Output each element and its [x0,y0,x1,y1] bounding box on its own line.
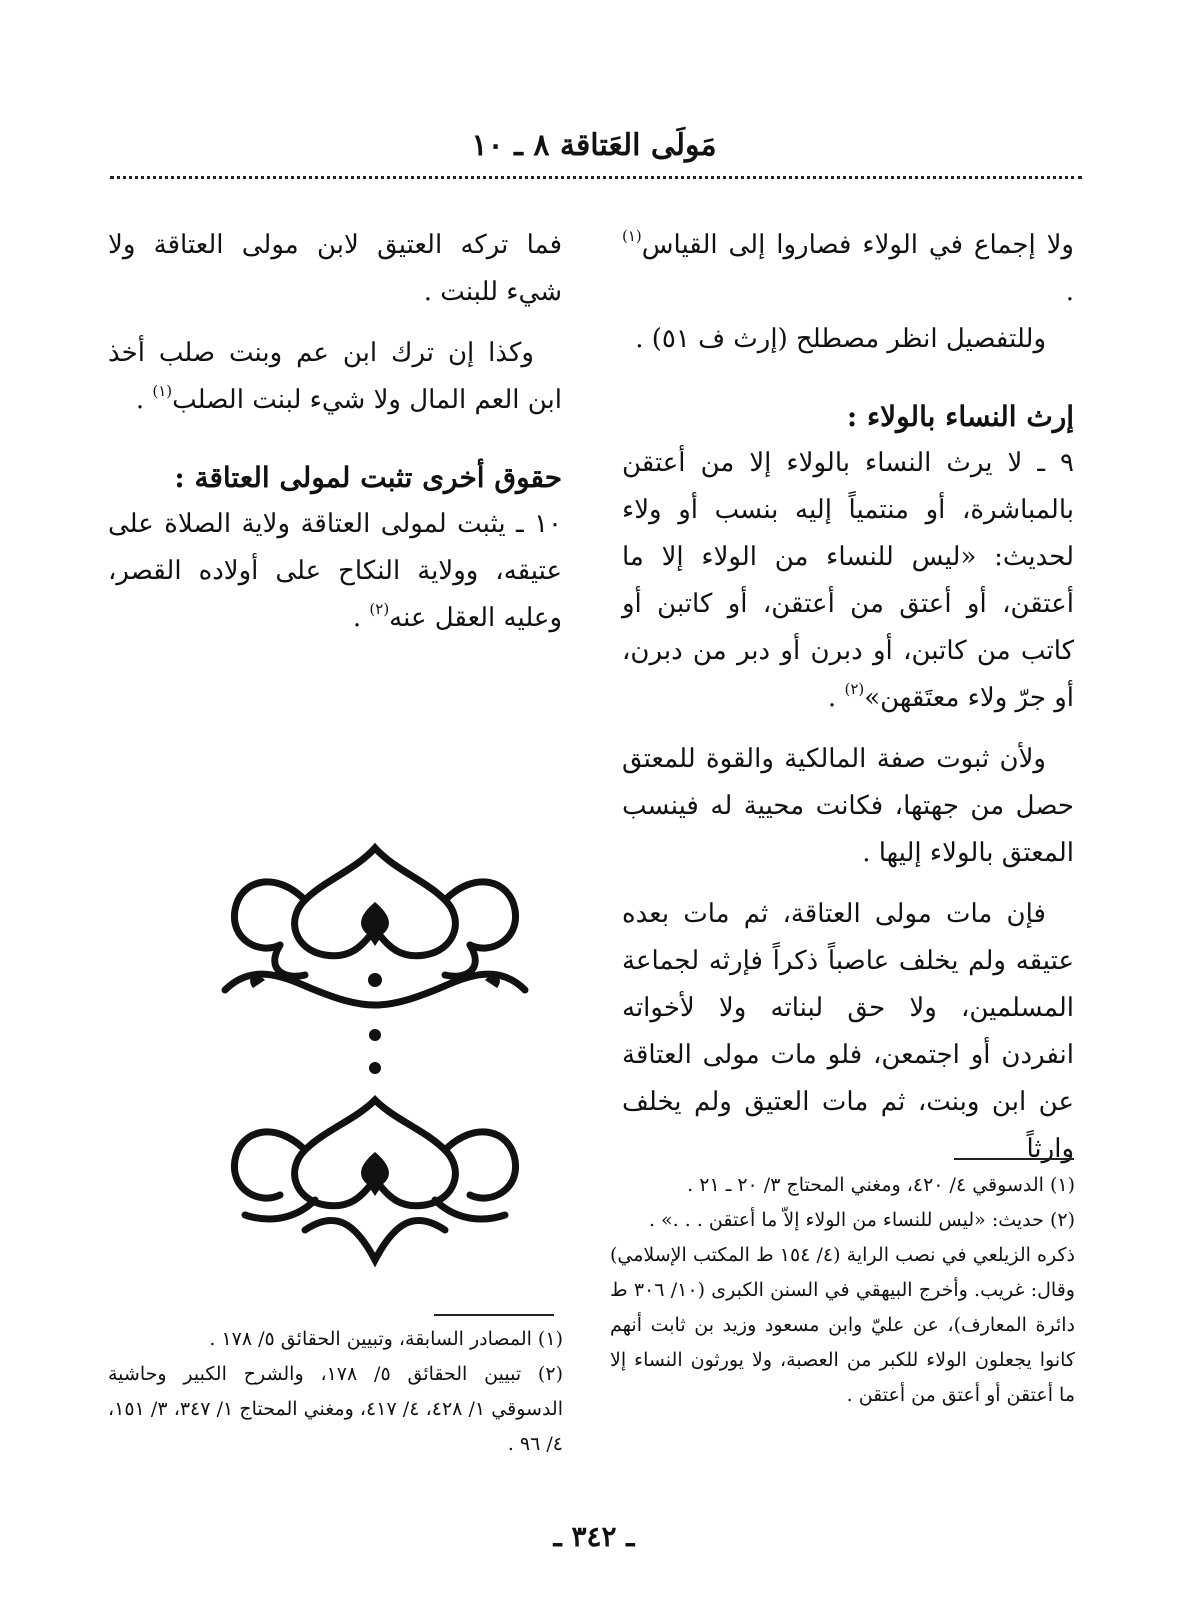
paragraph: وللتفصيل انظر مصطلح (إرث ف ٥١) . [635,324,1046,354]
right-column [622,222,1074,1173]
footnotes-right [610,1168,1075,1413]
footnote-separator [434,1314,554,1316]
page-number: ـ ٣٤٢ ـ [553,1520,635,1553]
section-heading: حقوق أخرى تثبت لمولى العتاقة : [174,461,562,494]
paragraph: ١٠ ـ يثبت لمولى العتاقة ولاية الصلاة على عتيقه، وولاية النكاح على أولاده القصر، وعليه العقل عنه$^{(٢)}$ . [108,509,562,633]
footnote: (١) الدسوقي ٤/ ٤٢٠، ومغني المحتاج ٣/ ٢٠ ـ ٢١ . [687,1174,1075,1196]
footnote-separator [954,1158,1074,1160]
footnote: (١) المصادر السابقة، وتبيين الحقائق ٥/ ١٧٨ . [209,1328,563,1350]
footnote: (٢) حديث: «ليس للنساء من الولاء إلاّ ما أعتقن . . .» . [648,1209,1075,1231]
paragraph: ٩ ـ لا يرث النساء بالولاء إلا من أعتقن بالمباشرة، أو منتمياً إليه بنسب أو ولاء لحديث: «ليس للنساء من الولاء إلا ما أعتقن، أو أعتق من أعتقن، أو كاتبن أو كاتب من كاتبن، أو دبرن أو دبر من دبرن، أو جرّ ولاء معتَقهن»$^{(٢)}$ . [622,448,1074,713]
paragraph: فما تركه العتيق لابن مولى العتاقة ولا شيء للبنت . [108,230,562,307]
footnote-ref[interactable]: (١) [622,227,642,245]
footnote-continuation: ذكره الزيلعي في نصب الراية (٤/ ١٥٤ ط المكتب الإسلامي) وقال: غريب. وأخرج البيهقي في السنن الكبرى (١٠/ ٣٠٦ ط دائرة المعارف)، عن عليّ وابن مسعود وزيد بن ثابت أنهم كانوا يجعلون الولاء للكبر من العصبة، ولا يورثون النساء إلا ما أعتقن أو أعتق من أعتقن . [610,1244,1075,1406]
header-dotted-rule [110,176,1082,179]
section-heading: إرث النساء بالولاء : [846,400,1074,433]
paragraph: فإن مات مولى العتاقة، ثم مات بعده عتيقه ولم يخلف عاصباً ذكراً فإرثه لجماعة المسلمين، ولا حق لبناته ولا لأخواته انفردن أو اجتمعن، فلو مات مولى العتاقة عن ابن وبنت، ثم مات العتيق ولم يخلف وارثاً [622,899,1074,1164]
arabesque-ornament-icon [205,830,545,1270]
footnotes-left [108,1322,563,1462]
footnote-ref[interactable]: (١) [152,382,173,400]
page-header-title: مَولَى العَتاقة ٨ ـ ١٠ [471,128,717,163]
left-column [108,222,562,642]
footnote: (٢) تبيين الحقائق ٥/ ١٧٨، والشرح الكبير وحاشية الدسوقي ١/ ٤٢٨، ٤/ ٤١٧، ومغني المحتاج ١/ ٣٤٧، ٣/ ١٥١، ٤/ ٩٦ . [108,1363,563,1455]
footnote-ref[interactable]: (٢) [844,680,865,698]
paragraph: ولأن ثبوت صفة المالكية والقوة للمعتق حصل من جهتها، فكانت محيية له فينسب المعتق بالولاء إليها . [622,744,1074,868]
paragraph: ولا إجماع في الولاء فصاروا إلى القياس$^{(١)}$ . [622,227,1074,307]
footnote-ref[interactable]: (٢) [369,600,390,618]
paragraph: وكذا إن ترك ابن عم وبنت صلب أخذ ابن العم المال ولا شيء لبنت الصلب$^{(١)}$ . [108,338,562,415]
